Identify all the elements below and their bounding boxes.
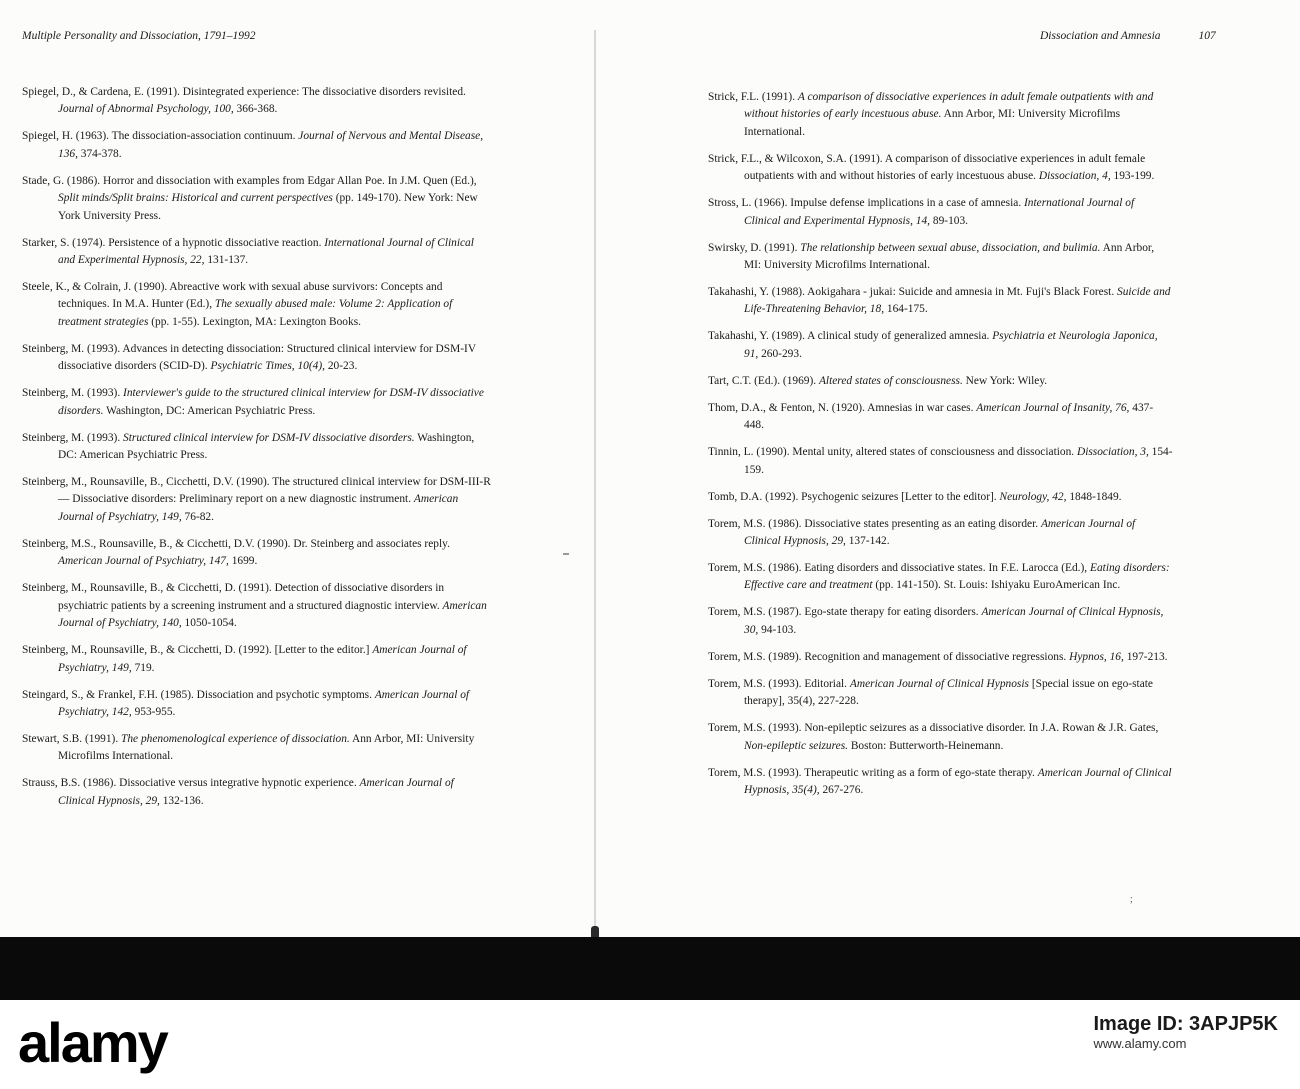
reference-entry: Steinberg, M. (1993). Advances in detecting dissociation: Structured clinical interview for DSM-IV dissociative disorders (SCID-D). Psychiatric Times, 10(4), 20-23. bbox=[22, 342, 476, 373]
reference-entry: Stross, L. (1966). Impulse defense implications in a case of amnesia. International Journal of Clinical and Experimental Hypnosis, 14, 89-103. bbox=[708, 197, 1135, 227]
running-head-left: Multiple Personality and Dissociation, 1791–1992 bbox=[22, 30, 256, 42]
alamy-logo: alamy bbox=[18, 1011, 167, 1074]
reference-entry: Steinberg, M. (1993). Structured clinical interview for DSM-IV dissociative disorders. Washington, DC: American Psychiatric Press. bbox=[22, 431, 475, 462]
reference-entry: Torem, M.S. (1987). Ego-state therapy for eating disorders. American Journal of Clinical Hypnosis, 30, 94-103. bbox=[708, 606, 1164, 636]
running-head-title: Dissociation and Amnesia bbox=[1040, 30, 1161, 42]
reference-entry: Torem, M.S. (1986). Dissociative states presenting as an eating disorder. American Journal of Clinical Hypnosis, 29, 137-142. bbox=[708, 517, 1136, 548]
reference-entry: Strick, F.L. (1991). A comparison of dissociative experiences in adult female outpatients with and without histories of early incestuous abuse. Ann Arbor, MI: University Microfilms International. bbox=[708, 91, 1154, 138]
reference-entry: Torem, M.S. (1993). Non-epileptic seizures as a dissociative disorder. In J.A. Rowan & J.R. Gates, Non-epileptic seizures. Boston: Butterworth-Heinemann. bbox=[708, 722, 1159, 752]
book-gutter bbox=[594, 30, 596, 930]
reference-entry: Tomb, D.A. (1992). Psychogenic seizures [Letter to the editor]. Neurology, 42, 1848-1849. bbox=[708, 490, 1122, 503]
left-reference-column bbox=[22, 84, 492, 820]
right-reference-column bbox=[708, 89, 1173, 809]
page-number: 107 bbox=[1198, 30, 1216, 42]
image-id: Image ID: 3APJP5K bbox=[1093, 1013, 1278, 1035]
reference-entry: Torem, M.S. (1989). Recognition and management of dissociative regressions. Hypnos, 16, 197-213. bbox=[708, 650, 1168, 663]
reference-entry: Strauss, B.S. (1986). Dissociative versus integrative hypnotic experience. American Journal of Clinical Hypnosis, 29, 132-136. bbox=[22, 777, 454, 807]
reference-entry: Steele, K., & Colrain, J. (1990). Abreactive work with sexual abuse survivors: Concepts and techniques. In M.A. Hunter (Ed.), The sexually abused male: Volume 2: Application of treatment strategies (pp. 1-55). Lexington, MA: Lexington Books. bbox=[22, 281, 453, 328]
scan-black-band bbox=[0, 937, 1300, 1000]
reference-entry: Takahashi, Y. (1988). Aokigahara - jukai: Suicide and amnesia in Mt. Fuji's Black Forest. Suicide and Life-Threatening Behavior, 18, 164-175. bbox=[708, 286, 1171, 316]
reference-entry: Tart, C.T. (Ed.). (1969). Altered states of consciousness. New York: Wiley. bbox=[708, 374, 1048, 387]
site-url: www.alamy.com bbox=[1093, 1036, 1187, 1051]
reference-entry: Stade, G. (1986). Horror and dissociation with examples from Edgar Allan Poe. In J.M. Quen (Ed.), Split minds/Split brains: Historical and current perspectives (pp. 149-170). New York: New York University Press. bbox=[22, 174, 478, 222]
reference-entry: Stewart, S.B. (1991). The phenomenological experience of dissociation. Ann Arbor, MI: University Microfilms International. bbox=[22, 732, 475, 763]
reference-entry: Steinberg, M., Rounsaville, B., & Cicchetti, D. (1991). Detection of dissociative disorders in psychiatric patients by a screening instrument and a structured diagnostic interview. American Journal of Psychiatry, 140, 1050-1054. bbox=[22, 582, 487, 630]
reference-entry: Steinberg, M., Rounsaville, B., & Cicchetti, D. (1992). [Letter to the editor.] American Journal of Psychiatry, 149, 719. bbox=[22, 644, 467, 674]
reference-entry: Torem, M.S. (1993). Therapeutic writing as a form of ego-state therapy. American Journal of Clinical Hypnosis, 35(4), 267-276. bbox=[708, 766, 1172, 797]
reference-entry: Torem, M.S. (1993). Editorial. American Journal of Clinical Hypnosis [Special issue on ego-state therapy], 35(4), 227-228. bbox=[708, 677, 1153, 708]
reference-entry: Swirsky, D. (1991). The relationship between sexual abuse, dissociation, and bulimia. Ann Arbor, MI: University Microfilms International. bbox=[708, 241, 1155, 272]
reference-entry: Spiegel, H. (1963). The dissociation-association continuum. Journal of Nervous and Mental Disease, 136, 374-378. bbox=[22, 130, 484, 160]
reference-entry: Takahashi, Y. (1989). A clinical study of generalized amnesia. Psychiatria et Neurologia Japonica, 91, 260-293. bbox=[708, 330, 1158, 360]
reference-entry: Spiegel, D., & Cardena, E. (1991). Disintegrated experience: The dissociative disorders revisited. Journal of Abnormal Psychology, 100, 366-368. bbox=[22, 86, 466, 116]
reference-entry: Tinnin, L. (1990). Mental unity, altered states of consciousness and dissociation. Dissociation, 3, 154-159. bbox=[708, 446, 1173, 476]
reference-entry: Strick, F.L., & Wilcoxon, S.A. (1991). A comparison of dissociative experiences in adult female outpatients with and without histories of early incestuous abuse. Dissociation, 4, 193-199. bbox=[708, 152, 1155, 183]
image-id-block bbox=[1093, 1014, 1278, 1054]
reference-entry: Steingard, S., & Frankel, F.H. (1985). Dissociation and psychotic symptoms. American Journal of Psychiatry, 142, 953-955. bbox=[22, 688, 470, 718]
stray-scan-mark: ; bbox=[1130, 894, 1133, 905]
reference-entry: Starker, S. (1974). Persistence of a hypnotic dissociative reaction. International Journal of Clinical and Experimental Hypnosis, 22, 131-137. bbox=[22, 236, 474, 267]
reference-entry: Thom, D.A., & Fenton, N. (1920). Amnesias in war cases. American Journal of Insanity, 76, 437-448. bbox=[708, 401, 1154, 432]
running-head-right bbox=[1040, 30, 1216, 42]
stray-mark bbox=[563, 553, 569, 555]
reference-entry: Steinberg, M. (1993). Interviewer's guide to the structured clinical interview for DSM-IV dissociative disorders. Washington, DC: American Psychiatric Press. bbox=[22, 387, 484, 417]
reference-entry: Steinberg, M., Rounsaville, B., Cicchetti, D.V. (1990). The structured clinical interview for DSM-III-R — Dissociative disorders: Preliminary report on a new diagnostic instrument. American Journal of Psychiatry, 149, 76-82. bbox=[22, 476, 491, 523]
reference-entry: Steinberg, M.S., Rounsaville, B., & Cicchetti, D.V. (1990). Dr. Steinberg and associates reply. American Journal of Psychiatry, 147, 1699. bbox=[22, 537, 450, 568]
reference-entry: Torem, M.S. (1986). Eating disorders and dissociative states. In F.E. Larocca (Ed.), Eating disorders: Effective care and treatment (pp. 141-150). St. Louis: Ishiyaku EuroAmerican Inc. bbox=[708, 562, 1170, 592]
